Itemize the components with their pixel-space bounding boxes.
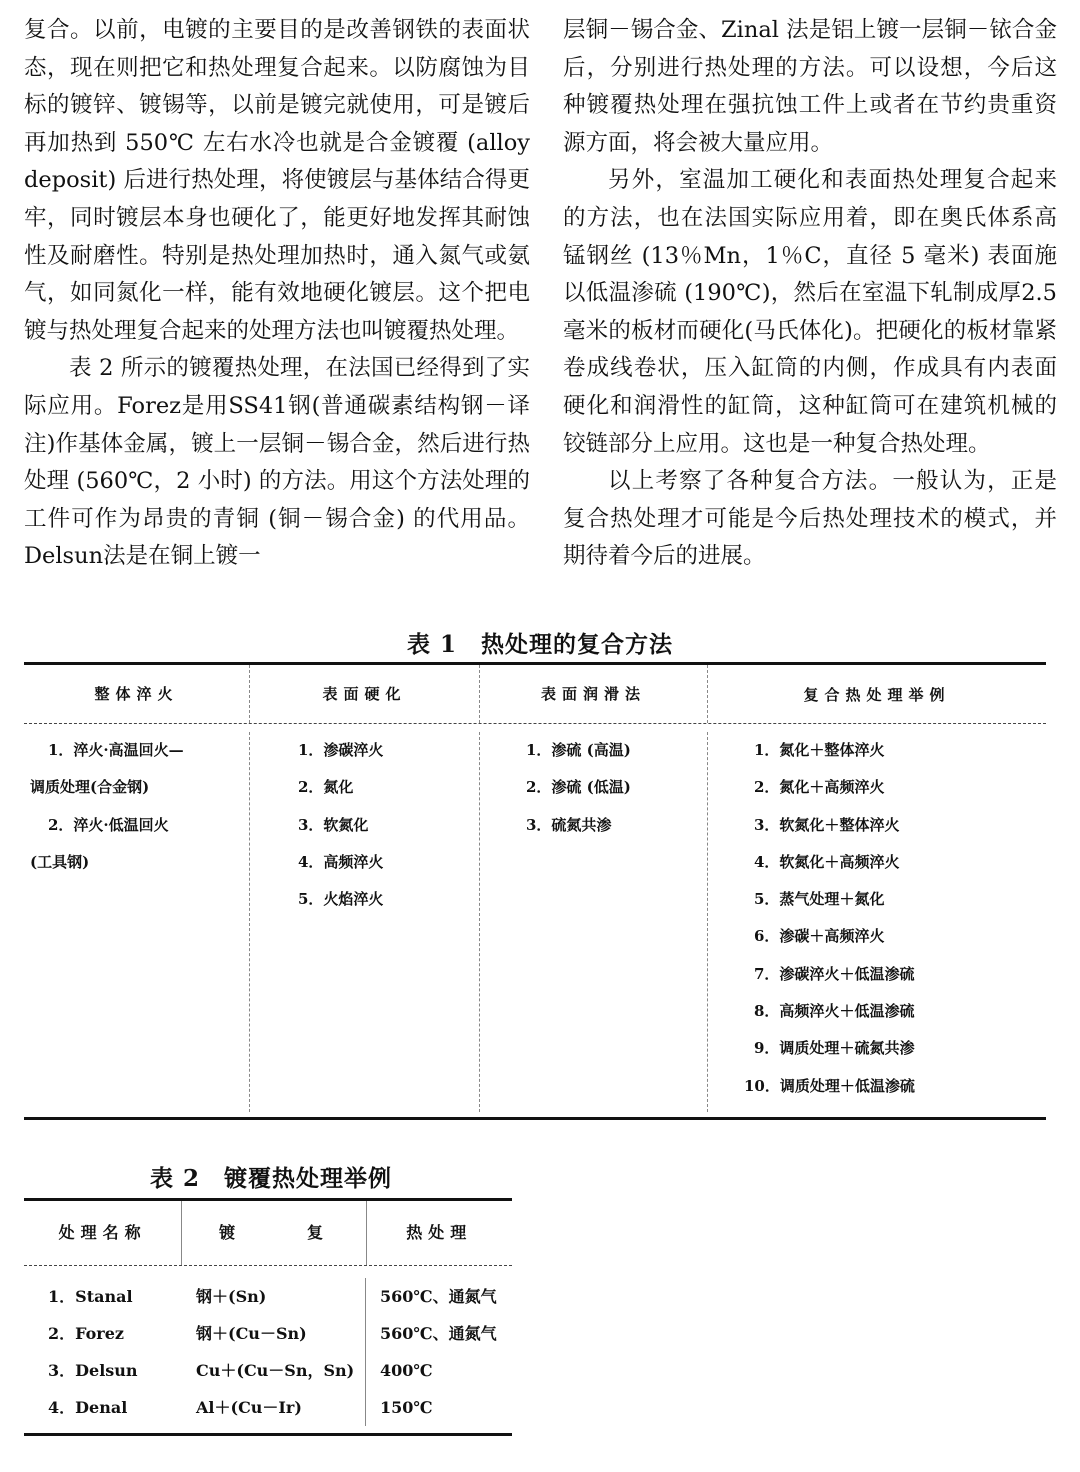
left-column — [24, 12, 530, 576]
table2-header: 处理名称 — [24, 1201, 182, 1265]
paragraph: 另外，室温加工硬化和表面热处理复合起来的方法，也在法国实际应用着，即在奥氏体系高锰钢丝 (13％Mn，1％C，直径 5 毫米) 表面施以低温渗硫 (190℃)，然后在室温下轧制成厚2.5毫米的板材而硬化(马氏体化)。把硬化的板材靠紧卷成线卷状，压入缸筒的内侧，作成具有内表面硬化和润滑性的缸筒，这种缸筒可在建筑机械的铰链部分上应用。这也是一种复合热处理。 — [563, 167, 1057, 457]
paragraph: 表 2 所示的镀覆热处理，在法国已经得到了实际应用。Forez是用SS41钢(普通碳素结构钢－译注)作基体金属，镀上一层铜－锡合金，然后进行热处理 (560℃，2 小时) 的方法。用这个方法处理的工件可作为昂贵的青铜 (铜－锡合金) 的代用品。Delsun法是在铜上镀一 — [24, 355, 530, 570]
table2-cell: 钢＋(Sn) — [182, 1278, 366, 1315]
table1-cell: 5．火焰淬火 — [298, 890, 384, 909]
table1-cell: 8．高频淬火＋低温渗硫 — [754, 1002, 915, 1021]
table2-cell: 400℃ — [380, 1361, 433, 1380]
table1-cell: 4．高频淬火 — [298, 852, 384, 871]
table-row — [24, 1278, 512, 1315]
table2-header: 镀 复 — [182, 1201, 366, 1265]
table1-cell: 7．渗碳淬火＋低温渗硫 — [754, 964, 915, 983]
table1-cell: 1．氮化＋整体淬火 — [754, 741, 885, 759]
table1-cell: 4．软氮化＋高频淬火 — [754, 852, 900, 871]
table1-cell: 10．调质处理＋低温渗硫 — [744, 1076, 915, 1095]
table1 — [24, 662, 1046, 1120]
table1-cell: 2．氮化＋高频淬火 — [754, 778, 885, 797]
table1-cell: 1．渗硫 (高温) — [526, 741, 631, 759]
table2-cell: 150℃ — [380, 1398, 433, 1417]
paragraph: 复合。以前，电镀的主要目的是改善钢铁的表面状态，现在则把它和热处理复合起来。以防腐蚀为目标的镀锌、镀锡等，以前是镀完就使用，可是镀后再加热到 550℃ 左右水冷也就是合金镀覆 (alloy deposit) 后进行热处理，将使镀层与基体结合得更牢，同时镀层本身也硬化了，能更好地发挥其耐蚀性及耐磨性。特别是热处理加热时，通入氮气或氨气，如同氮化一样，能有效地硬化镀层。这个把电镀与热处理复合起来的处理方法也叫镀覆热处理。 — [24, 17, 530, 344]
paragraph: 以上考察了各种复合方法。一般认为，正是复合热处理才可能是今后热处理技术的模式，并期待着今后的进展。 — [563, 468, 1057, 570]
table1-header: 表面硬化 — [250, 665, 480, 723]
table2 — [24, 1198, 512, 1436]
table2-cell: Al＋(Cu－Ir) — [182, 1389, 366, 1426]
table1-cell: 调质处理(合金钢) — [30, 778, 150, 797]
table1-column — [708, 732, 1046, 1112]
table1-cell: 2．氮化 — [298, 778, 354, 797]
table1-cell: 5．蒸气处理＋氮化 — [754, 890, 885, 909]
table1-cell: 3．软氮化＋整体淬火 — [754, 815, 900, 834]
table2-cell: 560℃、通氮气 — [380, 1324, 497, 1343]
table1-cell: 9．调质处理＋硫氮共渗 — [754, 1039, 915, 1058]
table2-cell: Cu＋(Cu－Sn，Sn) — [182, 1352, 366, 1389]
table2-cell: 3．Delsun — [48, 1361, 138, 1380]
table-row — [24, 1315, 512, 1352]
paragraph: 层铜－锡合金、Zinal 法是铝上镀一层铜－铱合金后，分别进行热处理的方法。可以设想，今后这种镀覆热处理在强抗蚀工件上或者在节约贵重资源方面，将会被大量应用。 — [563, 17, 1057, 156]
table2-body — [24, 1266, 512, 1426]
table1-cell: (工具钢) — [30, 852, 90, 871]
table2-cell: 1．Stanal — [48, 1287, 133, 1306]
table2-cell: 560℃、通氮气 — [380, 1287, 497, 1306]
table1-body — [24, 724, 1046, 1112]
right-column — [563, 12, 1057, 576]
table2-title: 表 2 镀覆热处理举例 — [150, 1165, 393, 1192]
table1-cell: 2．渗硫 (低温) — [526, 778, 631, 797]
table1-header: 复合热处理举例 — [803, 685, 951, 704]
table2-header: 热处理 — [406, 1223, 473, 1242]
table1-column — [480, 732, 708, 1112]
table-row — [24, 1352, 512, 1389]
table1-title: 表 1 热处理的复合方法 — [406, 631, 673, 658]
table1-header-row — [24, 665, 1046, 724]
table2-header-row — [24, 1201, 512, 1266]
table2-cell: 钢＋(Cu－Sn) — [182, 1315, 366, 1352]
table1-column — [250, 732, 480, 1112]
table1-cell: 6．渗碳＋高频淬火 — [754, 927, 885, 946]
table1-column — [24, 732, 250, 1112]
table1-cell: 3．软氮化 — [298, 815, 369, 834]
table-row — [24, 1389, 512, 1426]
table1-header: 表面润滑法 — [480, 665, 708, 723]
table1-header: 整体淬火 — [24, 665, 250, 723]
table1-cell: 3．硫氮共渗 — [526, 815, 612, 834]
table1-cell: 1．渗碳淬火 — [298, 741, 384, 759]
table1-cell: 2．淬火·低温回火 — [48, 815, 169, 834]
table2-cell: 4．Denal — [48, 1398, 128, 1417]
table1-cell: 1．淬火·高温回火— — [48, 741, 184, 759]
table2-cell: 2．Forez — [48, 1324, 124, 1343]
